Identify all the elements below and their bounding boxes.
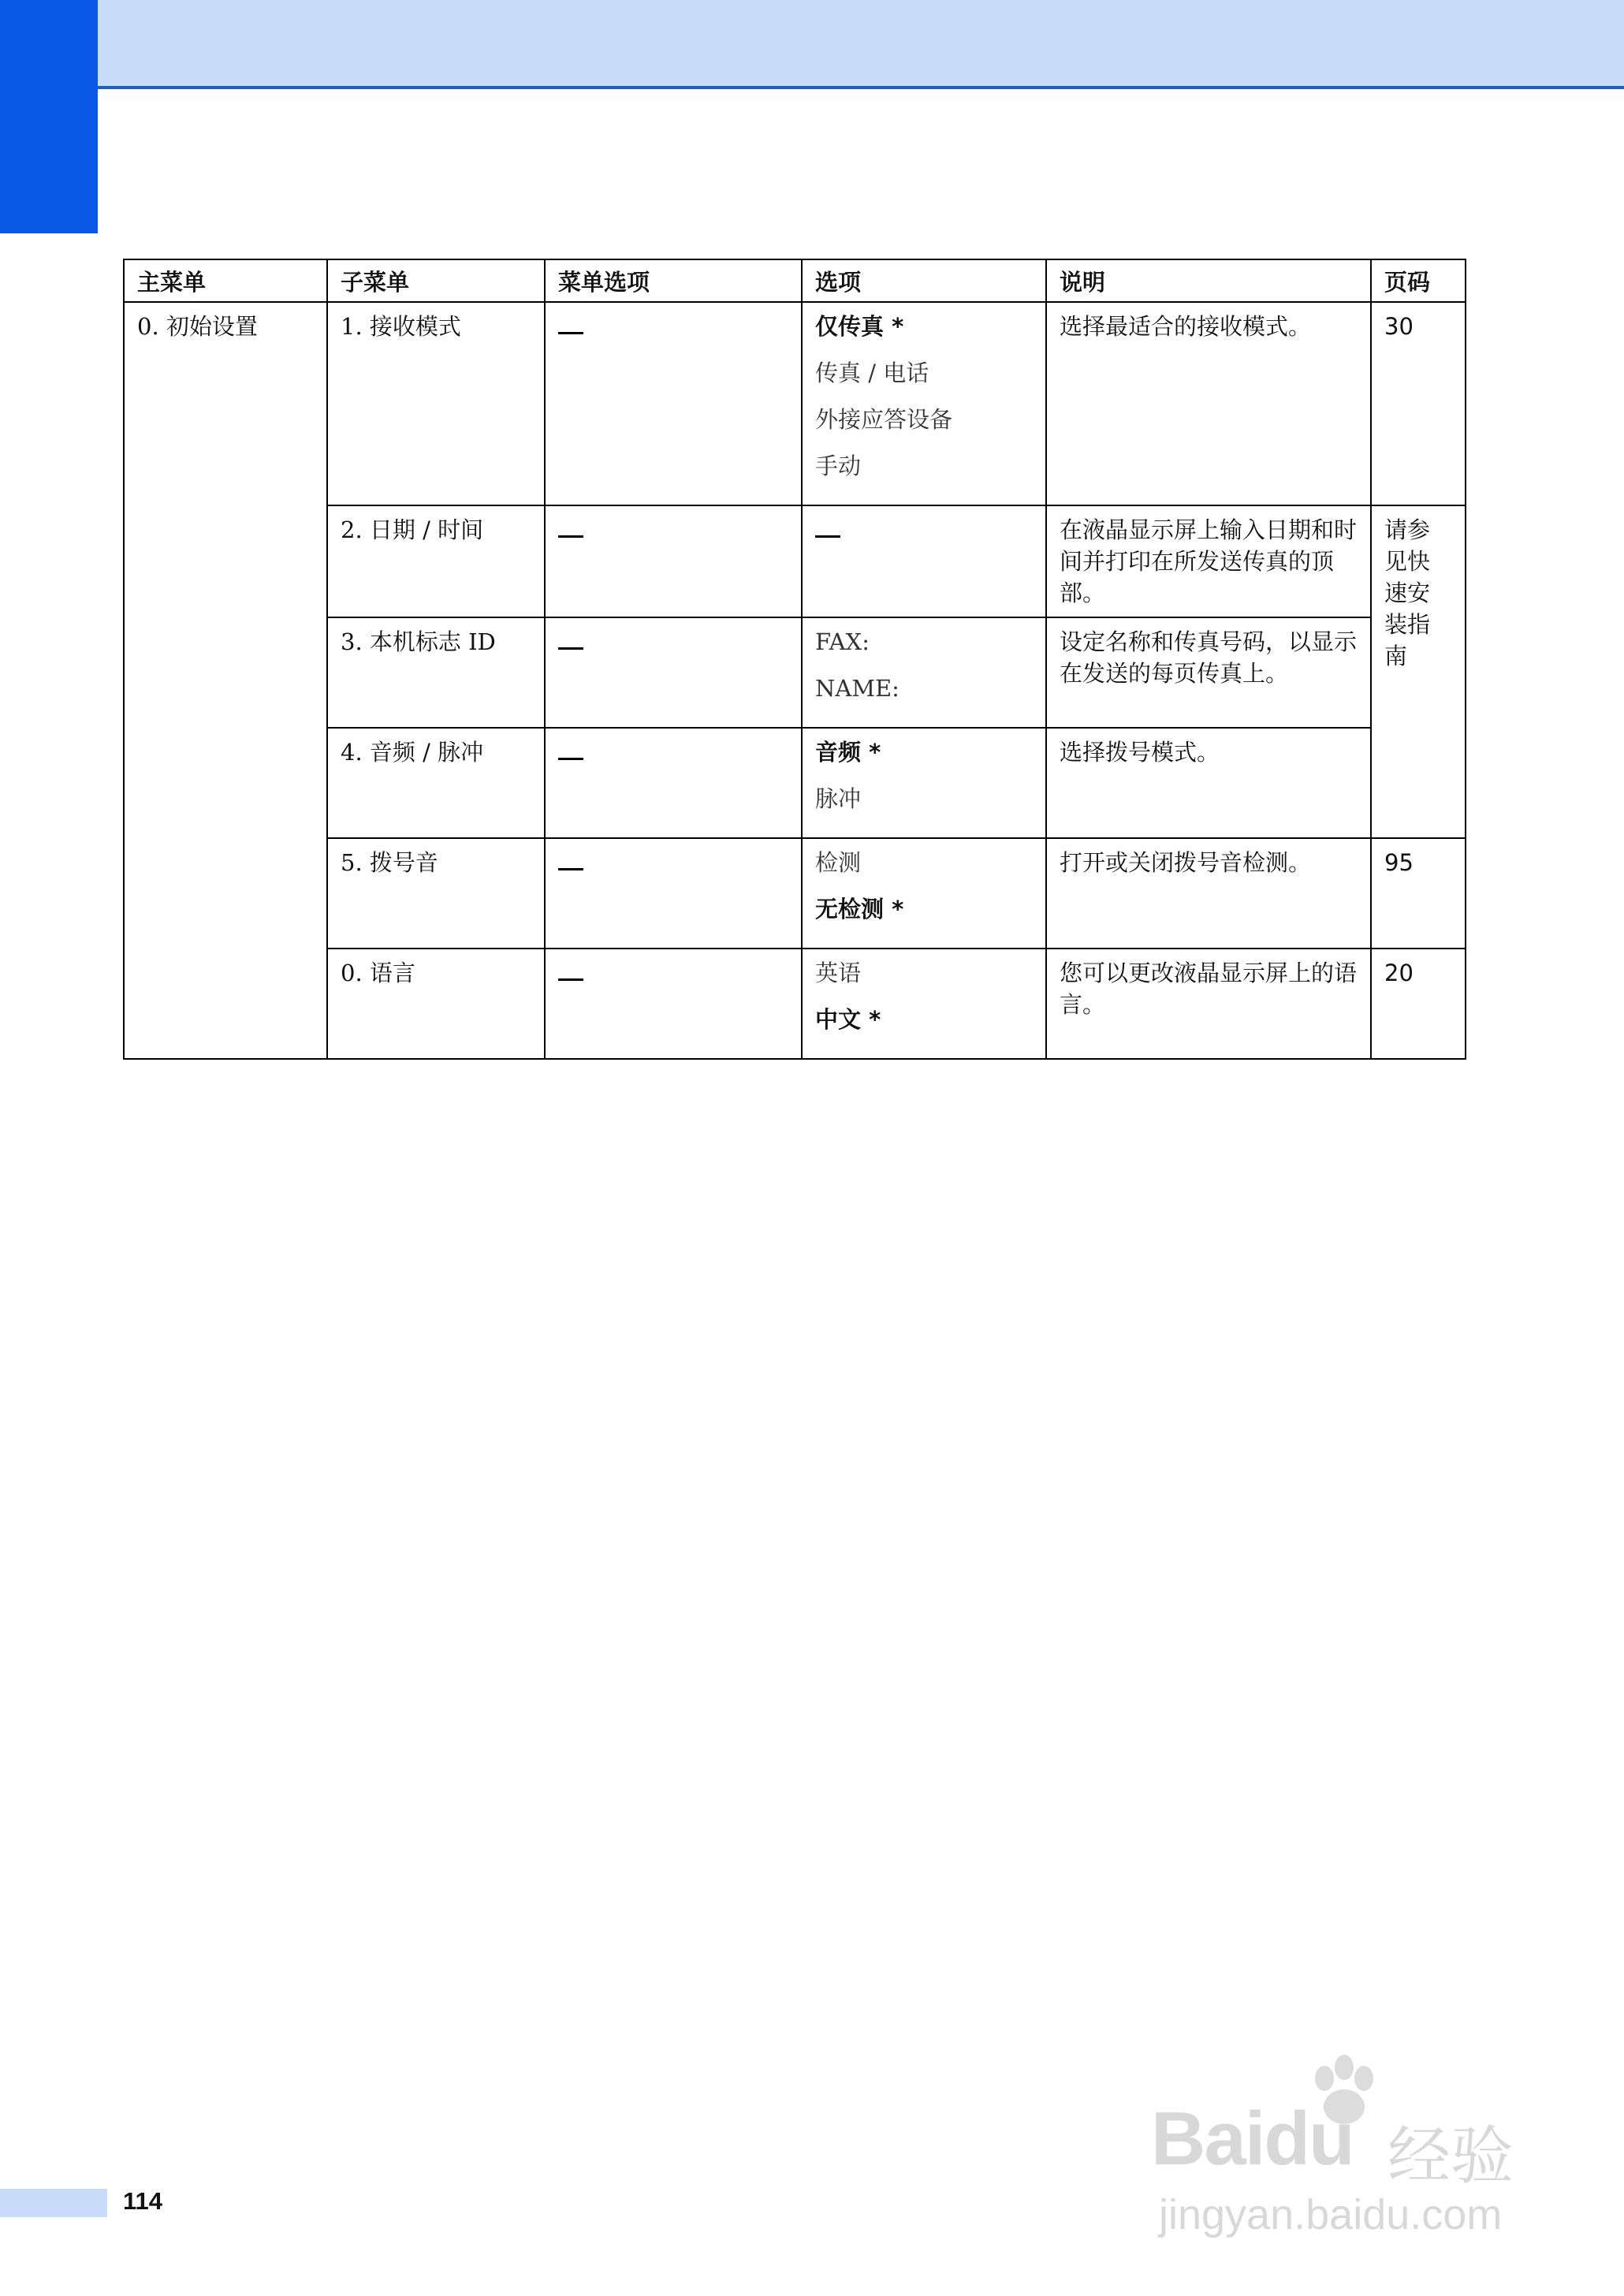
page-cell: 95 — [1371, 838, 1466, 949]
submenu-cell: 3. 本机标志 ID — [327, 617, 545, 728]
header-page: 页码 — [1371, 259, 1466, 302]
description-cell: 选择拨号模式。 — [1046, 728, 1371, 838]
page-number: 114 — [123, 2187, 163, 2215]
dash-mark — [558, 978, 583, 981]
option-item: 英语 — [815, 960, 862, 986]
menu-option-cell — [545, 949, 802, 1059]
option-item: 传真 / 电话 — [815, 360, 929, 386]
footer-bar — [0, 2189, 107, 2217]
description-cell: 您可以更改液晶显示屏上的语言。 — [1046, 949, 1371, 1059]
table-row — [124, 302, 1466, 505]
option-item: 音频 * — [815, 739, 881, 766]
options-cell — [802, 302, 1046, 505]
submenu-cell: 4. 音频 / 脉冲 — [327, 728, 545, 838]
option-item: FAX: — [815, 628, 870, 655]
submenu-cell: 1. 接收模式 — [327, 302, 545, 505]
watermark-brand: Baidu — [1151, 2097, 1354, 2181]
page-cell: 20 — [1371, 949, 1466, 1059]
page-cell: 请参见快速安装指南 — [1371, 505, 1466, 838]
watermark-url: jingyan.baidu.com — [1159, 2191, 1503, 2238]
dash-mark — [558, 332, 583, 334]
description-cell: 在液晶显示屏上输入日期和时间并打印在所发送传真的顶部。 — [1046, 505, 1371, 617]
submenu-cell: 0. 语言 — [327, 949, 545, 1059]
option-item: 仅传真 * — [815, 313, 904, 340]
submenu-cell: 5. 拨号音 — [327, 838, 545, 949]
options-cell — [802, 949, 1046, 1059]
option-item: 无检测 * — [815, 896, 904, 922]
header-main-menu: 主菜单 — [124, 259, 327, 302]
header-rule — [96, 86, 1624, 89]
chapter-tab — [0, 0, 98, 233]
page-cell: 30 — [1371, 302, 1466, 505]
options-cell — [802, 505, 1046, 617]
option-item: 外接应答设备 — [815, 406, 953, 433]
description-cell: 设定名称和传真号码，以显示在发送的每页传真上。 — [1046, 617, 1371, 728]
submenu-cell: 2. 日期 / 时间 — [327, 505, 545, 617]
header-submenu: 子菜单 — [327, 259, 545, 302]
header-menu-option: 菜单选项 — [545, 259, 802, 302]
option-item: 手动 — [815, 453, 862, 479]
menu-option-cell — [545, 302, 802, 505]
description-cell: 打开或关闭拨号音检测。 — [1046, 838, 1371, 949]
option-item: NAME: — [815, 675, 900, 702]
option-item: 脉冲 — [815, 785, 862, 812]
header-band — [0, 0, 1624, 88]
dash-mark — [558, 535, 583, 538]
option-item: 中文 * — [815, 1006, 881, 1033]
description-cell: 选择最适合的接收模式。 — [1046, 302, 1371, 505]
watermark-cn: 经验 — [1387, 2119, 1514, 2193]
baidu-watermark — [1151, 2050, 1529, 2239]
menu-option-cell — [545, 617, 802, 728]
menu-table — [123, 259, 1466, 1060]
dash-mark — [558, 758, 583, 760]
options-cell — [802, 617, 1046, 728]
table-header-row — [124, 259, 1466, 302]
dash-mark — [558, 647, 583, 650]
menu-option-cell — [545, 505, 802, 617]
options-cell — [802, 728, 1046, 838]
header-options: 选项 — [802, 259, 1046, 302]
option-item: 检测 — [815, 849, 862, 876]
main-menu-cell: 0. 初始设置 — [124, 302, 327, 1059]
menu-option-cell — [545, 838, 802, 949]
dash-mark — [558, 868, 583, 870]
menu-option-cell — [545, 728, 802, 838]
options-cell — [802, 838, 1046, 949]
dash-mark — [815, 535, 840, 538]
header-description: 说明 — [1046, 259, 1371, 302]
